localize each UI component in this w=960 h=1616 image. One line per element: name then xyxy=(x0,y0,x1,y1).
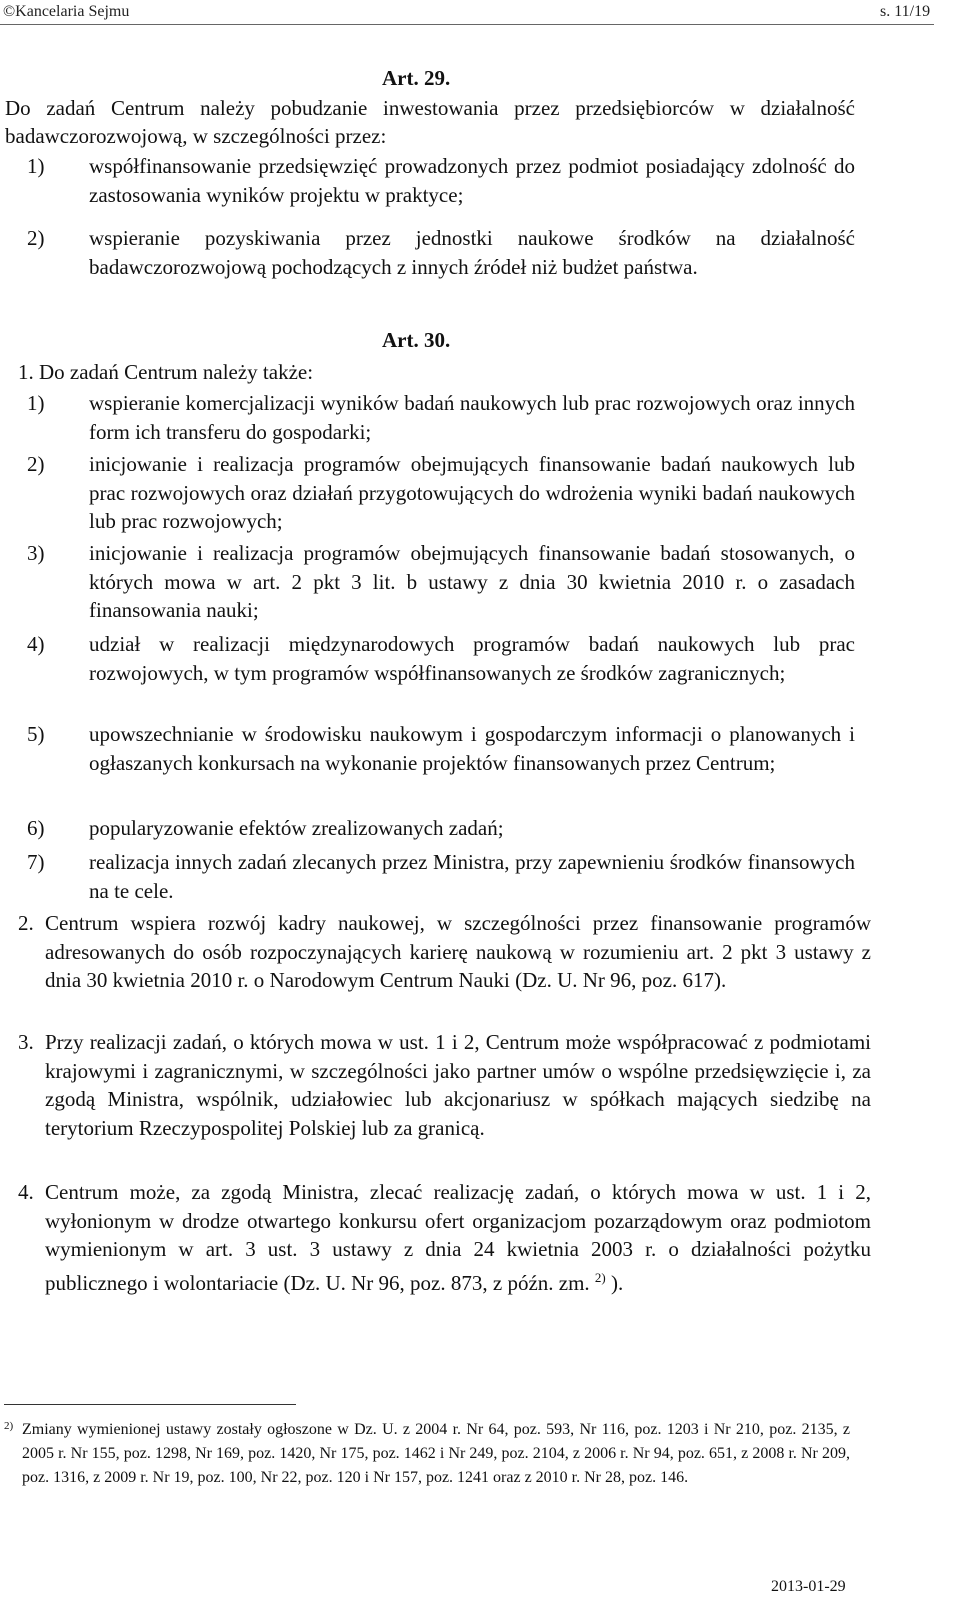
item-number: 2) xyxy=(27,226,45,250)
header-divider xyxy=(0,24,934,25)
item-text: współfinansowanie przedsięwzięć prowadzonych przez podmiot posiadający zdolność do zastosowania wyników projektu w praktyce; xyxy=(89,154,855,207)
item-text: inicjowanie i realizacja programów obejmujących finansowanie badań stosowanych, o których mowa w art. 2 pkt 3 lit. b ustawy z dnia 30 kwietnia 2010 r. o zasadach finansowania nauki; xyxy=(89,541,855,622)
footnote-divider xyxy=(4,1404,296,1405)
article-30-ust-1: 1. Do zadań Centrum należy także: xyxy=(18,360,314,384)
ust-number: 4. xyxy=(18,1180,34,1204)
ust-text: Centrum może, za zgodą Ministra, zlecać realizację zadań, o których mowa w ust. 1 i 2, wyłonionym w drodze otwartego konkursu ofert organizacjom pozarządowym oraz podmiotom wymienionym w art. 3 ust. 3 ustawy z dnia 24 kwietnia 2003 r. o działalności pożytku publicznego i wolontariacie (Dz. U. Nr 96, poz. 873, z późn. zm. xyxy=(45,1180,871,1295)
article-29-intro: Do zadań Centrum należy pobudzanie inwestowania przez przedsiębiorców w działalność badawczorozwojową, w szczególności przez: xyxy=(5,96,855,148)
ust-text-container xyxy=(45,1178,871,1297)
item-number: 3) xyxy=(27,541,45,565)
footer-date: 2013-01-29 xyxy=(771,1578,846,1595)
item-number: 4) xyxy=(27,632,45,656)
ust-text-end: ). xyxy=(611,1270,624,1295)
item-text: wspieranie komercjalizacji wyników badań naukowych lub prac rozwojowych oraz innych form ich transferu do gospodarki; xyxy=(89,391,855,444)
footnote-mark: 2) xyxy=(4,1420,14,1432)
ust-number: 3. xyxy=(18,1030,34,1054)
ust-text: Przy realizacji zadań, o których mowa w ust. 1 i 2, Centrum może współpracować z podmiotami krajowymi i zagranicznymi, w szczególności jako partner umów o wspólne przedsięwzięcie i, za zgodą Ministra, wspólnik, udziałowiec lub akcjonariusz w spółkach mających siedzibę na terytorium Rzeczypospolitej Polskiej lub za granicą. xyxy=(45,1030,871,1140)
item-text: realizacja innych zadań zlecanych przez Ministra, przy zapewnieniu środków finansowych na te cele. xyxy=(89,850,855,903)
footnote-reference: 2) xyxy=(594,1269,606,1285)
header-source: ©Kancelaria Sejmu xyxy=(3,3,130,20)
header-page-number: s. 11/19 xyxy=(880,3,931,20)
item-number: 2) xyxy=(27,452,45,476)
ust-text: Centrum wspiera rozwój kadry naukowej, w szczególności przez finansowanie programów adresowanych do osób rozpoczynających karierę naukową w rozumieniu art. 2 pkt 3 ustawy z dnia 30 kwietnia 2010 r. o Narodowym Centrum Nauki (Dz. U. Nr 96, poz. 617). xyxy=(45,911,871,992)
item-text: udział w realizacji międzynarodowych programów badań naukowych lub prac rozwojowych, w tym programów współfinansowanych ze środków zagranicznych; xyxy=(89,632,855,685)
footnote-text: Zmiany wymienionej ustawy zostały ogłoszone w Dz. U. z 2004 r. Nr 64, poz. 593, Nr 116, poz. 1203 i Nr 210, poz. 2135, z 2005 r. Nr 155, poz. 1298, Nr 169, poz. 1420, Nr 175, poz. 1462 i Nr 249, poz. 2104, z 2006 r. Nr 94, poz. 651, z 2008 r. Nr 209, poz. 1316, z 2009 r. Nr 19, poz. 100, Nr 22, poz. 120 i Nr 157, poz. 1241 oraz z 2010 r. Nr 28, poz. 146. xyxy=(22,1421,850,1486)
item-text: upowszechnianie w środowisku naukowym i gospodarczym informacji o planowanych i ogłaszanych konkursach na wykonanie projektów finansowanych przez Centrum; xyxy=(89,722,855,775)
item-number: 7) xyxy=(27,850,45,874)
item-number: 5) xyxy=(27,722,45,746)
item-number: 1) xyxy=(27,391,45,415)
item-number: 1) xyxy=(27,154,45,178)
article-29-heading: Art. 29. xyxy=(382,66,451,90)
item-text: inicjowanie i realizacja programów obejmujących finansowanie badań naukowych lub prac rozwojowych oraz działań przygotowujących do wdrożenia wyniki badań naukowych lub prac rozwojowych; xyxy=(89,452,855,533)
ust-number: 2. xyxy=(18,911,34,935)
article-30-heading: Art. 30. xyxy=(382,328,451,352)
item-text: wspieranie pozyskiwania przez jednostki naukowe środków na działalność badawczorozwojową pochodzących z innych źródeł niż budżet państwa. xyxy=(89,226,855,279)
item-text: popularyzowanie efektów zrealizowanych zadań; xyxy=(89,816,504,840)
item-number: 6) xyxy=(27,816,45,840)
